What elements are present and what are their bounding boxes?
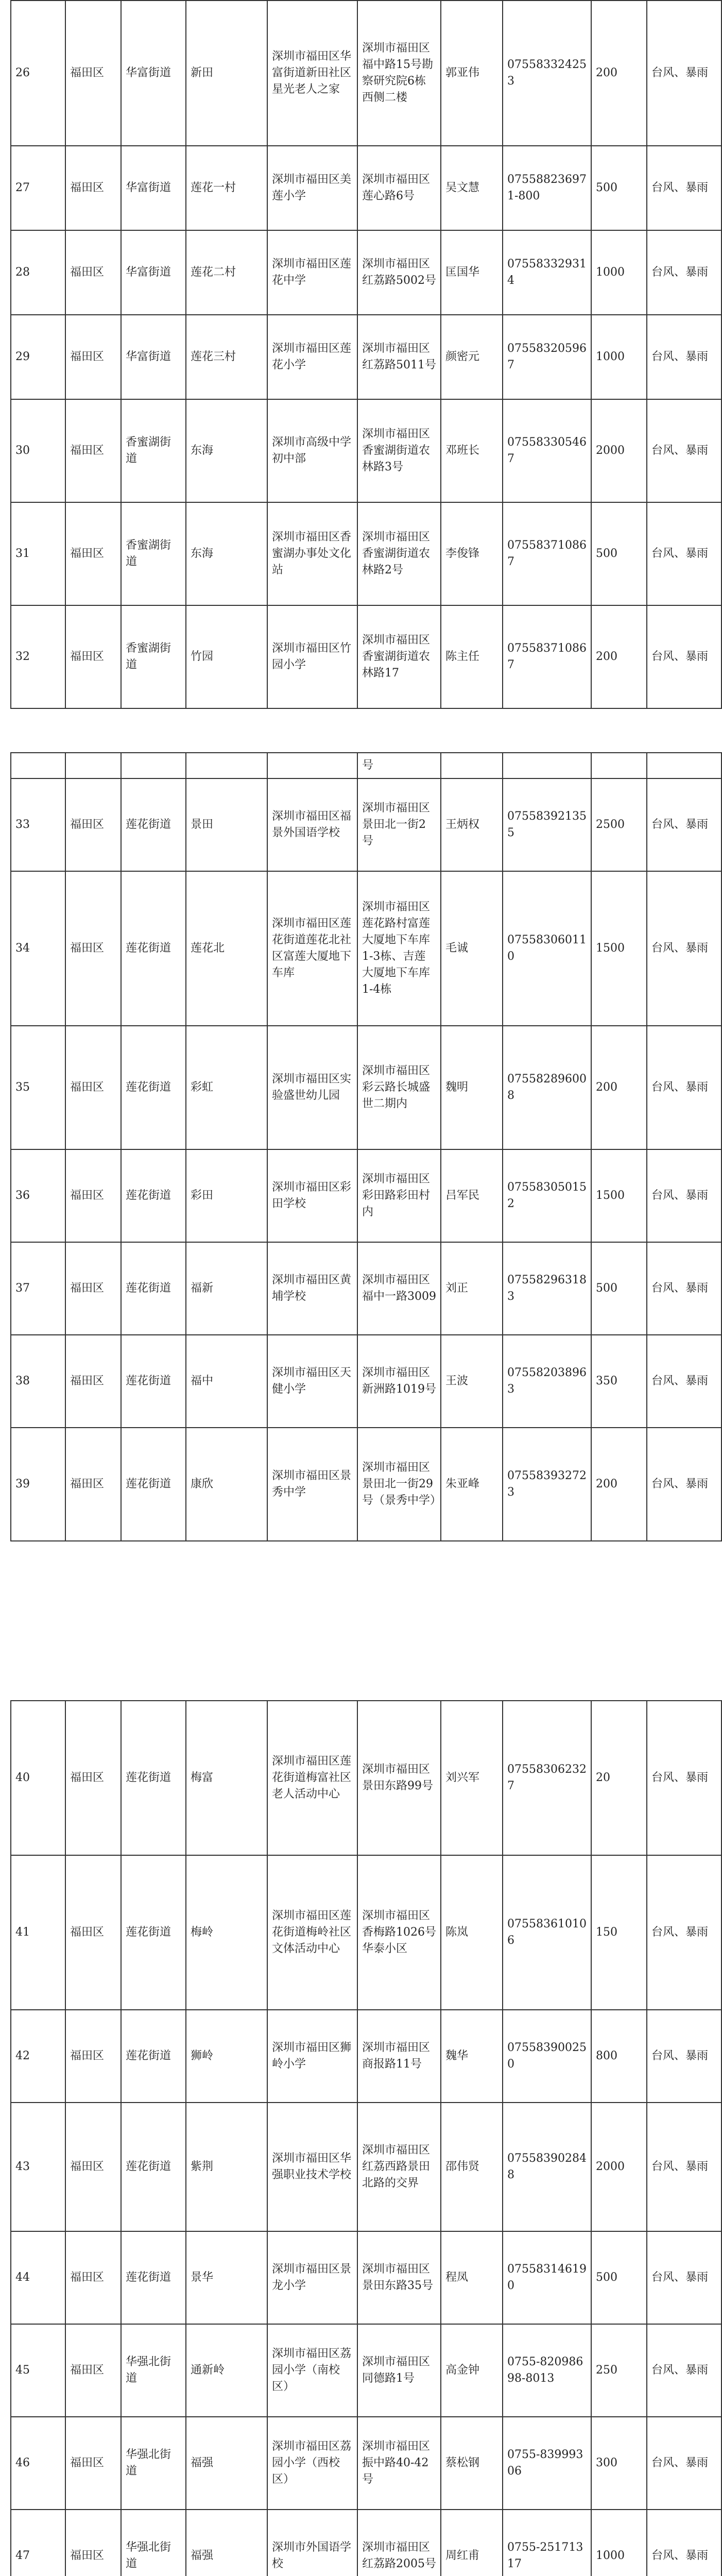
cell-street: 莲花街道 [121,2103,186,2231]
cell-site: 深圳市福田区莲花中学 [267,230,357,315]
cell-contact: 魏明 [441,1026,503,1149]
cell-address: 深圳市福田区同德路1号 [357,2324,441,2417]
cell-address: 深圳市福田区红荔西路景田北路的交界 [357,2103,441,2231]
cell-street: 莲花街道 [121,2010,186,2103]
cell-community: 紫荆 [186,2103,267,2231]
cell-street: 莲花街道 [121,1242,186,1335]
cell-contact: 李俊锋 [441,502,503,605]
table-row [11,2010,721,2103]
table-row [11,2103,721,2231]
cell-contact: 程凤 [441,2231,503,2324]
cell-no: 32 [11,605,65,708]
cell-capacity: 250 [591,2324,647,2417]
cell-address: 深圳市福田区景田东路35号 [357,2231,441,2324]
cell-street: 华强北街道 [121,2510,186,2576]
table-row [11,399,721,502]
cell-address: 深圳市福田区红荔路5011号 [357,315,441,399]
cell-community: 梅岭 [186,1855,267,2010]
cell-community: 福强 [186,2417,267,2510]
cell-site: 深圳市福田区莲花街道梅富社区老人活动中心 [267,1701,357,1855]
cell-disaster: 台风、暴雨 [647,1242,721,1335]
cell-capacity: 200 [591,605,647,708]
table-row [11,2417,721,2510]
table-row [11,146,721,230]
table-row [11,753,721,778]
cell-no: 34 [11,871,65,1026]
table-row [11,1026,721,1149]
cell-district: 福田区 [65,1242,121,1335]
cell-phone: 075583060110 [503,871,591,1026]
cell-district: 福田区 [65,2417,121,2510]
cell-capacity: 1000 [591,2510,647,2576]
table-row [11,1855,721,2010]
cell-capacity: 2000 [591,399,647,502]
cell-address: 深圳市福田区香梅路1026号华泰小区 [357,1855,441,2010]
cell-district: 福田区 [65,502,121,605]
cell-district: 福田区 [65,2010,121,2103]
cell-disaster: 台风、暴雨 [647,1026,721,1149]
cell-street: 华富街道 [121,230,186,315]
cell-address: 深圳市福田区福中一路3009 [357,1242,441,1335]
cell-district: 福田区 [65,2510,121,2576]
cell-street: 莲花街道 [121,1026,186,1149]
cell-phone: 075583305467 [503,399,591,502]
cell-street: 华强北街道 [121,2324,186,2417]
cell-phone: 075583062327 [503,1701,591,1855]
cell-no: 43 [11,2103,65,2231]
cell-community: 福新 [186,1242,267,1335]
cell-disaster: 台风、暴雨 [647,605,721,708]
cell-disaster: 台风、暴雨 [647,2231,721,2324]
cell-district: 福田区 [65,1428,121,1541]
table-row [11,1149,721,1242]
cell-phone: 075583610106 [503,1855,591,2010]
cell-phone: 075583329314 [503,230,591,315]
cell-site: 深圳市福田区美莲小学 [267,146,357,230]
cell-site: 深圳市福田区莲花小学 [267,315,357,399]
cell-site: 深圳市福田区荔园小学（南校区） [267,2324,357,2417]
shelter-table-page-3 [10,1700,722,2576]
cell-district: 福田区 [65,1026,121,1149]
cell-community: 康欣 [186,1428,267,1541]
cell-disaster: 台风、暴雨 [647,1855,721,2010]
cell-site: 深圳市福田区竹园小学 [267,605,357,708]
cell-street: 莲花街道 [121,1335,186,1428]
cell-capacity: 800 [591,2010,647,2103]
cell-street [121,753,186,778]
cell-street: 莲花街道 [121,778,186,871]
cell-phone: 075583900250 [503,2010,591,2103]
cell-contact: 蔡松钢 [441,2417,503,2510]
cell-phone: 075582896008 [503,1026,591,1149]
cell-contact: 魏华 [441,2010,503,2103]
cell-district: 福田区 [65,2103,121,2231]
table-row [11,1701,721,1855]
table-row [11,1335,721,1428]
cell-no: 44 [11,2231,65,2324]
cell-disaster: 台风、暴雨 [647,230,721,315]
cell-phone: 075583902848 [503,2103,591,2231]
cell-district: 福田区 [65,146,121,230]
cell-community: 福中 [186,1335,267,1428]
cell-street: 莲花街道 [121,1428,186,1541]
cell-district: 福田区 [65,1855,121,2010]
cell-site: 深圳市福田区华富街道新田社区星光老人之家 [267,1,357,146]
cell-no: 36 [11,1149,65,1242]
cell-district: 福田区 [65,1149,121,1242]
cell-no: 30 [11,399,65,502]
cell-district: 福田区 [65,778,121,871]
cell-disaster: 台风、暴雨 [647,1149,721,1242]
cell-community: 莲花二村 [186,230,267,315]
cell-no: 39 [11,1428,65,1541]
cell-address: 深圳市福田区振中路40-42号 [357,2417,441,2510]
table-row [11,1,721,146]
cell-address: 深圳市福田区红荔路2005号 [357,2510,441,2576]
cell-no: 41 [11,1855,65,2010]
cell-address: 深圳市福田区商报路11号 [357,2010,441,2103]
cell-no: 38 [11,1335,65,1428]
cell-disaster: 台风、暴雨 [647,1,721,146]
cell-street: 莲花街道 [121,871,186,1026]
table-row [11,502,721,605]
cell-address: 深圳市福田区彩田路彩田村内 [357,1149,441,1242]
cell-no [11,753,65,778]
cell-contact: 郭亚伟 [441,1,503,146]
cell-capacity: 500 [591,146,647,230]
cell-contact: 邓班长 [441,399,503,502]
cell-phone: 0755-25171317 [503,2510,591,2576]
cell-district: 福田区 [65,2324,121,2417]
cell-phone: 0755-82098698-8013 [503,2324,591,2417]
cell-capacity: 350 [591,1335,647,1428]
cell-community: 景田 [186,778,267,871]
cell-phone: 075588236971-800 [503,146,591,230]
cell-site: 深圳市福田区彩田学校 [267,1149,357,1242]
cell-district: 福田区 [65,1701,121,1855]
cell-contact: 刘兴军 [441,1701,503,1855]
cell-capacity: 1000 [591,315,647,399]
cell-address: 深圳市福田区香蜜湖街道农林路3号 [357,399,441,502]
cell-street: 莲花街道 [121,1855,186,2010]
cell-site: 深圳市福田区莲花街道莲花北社区富莲大厦地下车库 [267,871,357,1026]
cell-disaster: 台风、暴雨 [647,2324,721,2417]
cell-capacity: 300 [591,2417,647,2510]
cell-district: 福田区 [65,230,121,315]
cell-capacity: 200 [591,1026,647,1149]
cell-address: 深圳市福田区莲花路村富莲大厦地下车库1-3栋、吉莲大厦地下车库1-4栋 [357,871,441,1026]
cell-disaster: 台风、暴雨 [647,778,721,871]
cell-street: 华强北街道 [121,2417,186,2510]
cell-contact: 邵伟贤 [441,2103,503,2231]
cell-contact: 王炳权 [441,778,503,871]
cell-disaster: 台风、暴雨 [647,2510,721,2576]
cell-capacity: 150 [591,1855,647,2010]
cell-no: 37 [11,1242,65,1335]
cell-capacity: 200 [591,1,647,146]
cell-address: 深圳市福田区红荔路5002号 [357,230,441,315]
cell-no: 31 [11,502,65,605]
cell-community: 莲花三村 [186,315,267,399]
cell-phone: 075583146190 [503,2231,591,2324]
cell-contact: 陈岚 [441,1855,503,2010]
cell-capacity: 2500 [591,778,647,871]
cell-phone: 075583205967 [503,315,591,399]
cell-street: 华富街道 [121,315,186,399]
cell-phone [503,753,591,778]
cell-street: 香蜜湖街道 [121,605,186,708]
cell-community: 景华 [186,2231,267,2324]
cell-community: 彩虹 [186,1026,267,1149]
table-row [11,605,721,708]
cell-contact: 周红甫 [441,2510,503,2576]
cell-no: 26 [11,1,65,146]
cell-community: 狮岭 [186,2010,267,2103]
cell-district: 福田区 [65,871,121,1026]
cell-contact: 吕军民 [441,1149,503,1242]
cell-capacity: 500 [591,2231,647,2324]
cell-capacity: 500 [591,1242,647,1335]
cell-street: 莲花街道 [121,2231,186,2324]
cell-disaster: 台风、暴雨 [647,2010,721,2103]
cell-phone: 075583050152 [503,1149,591,1242]
cell-district: 福田区 [65,1,121,146]
cell-disaster: 台风、暴雨 [647,502,721,605]
cell-capacity [591,753,647,778]
cell-no: 27 [11,146,65,230]
cell-disaster: 台风、暴雨 [647,871,721,1026]
cell-no: 29 [11,315,65,399]
cell-district: 福田区 [65,605,121,708]
cell-capacity: 1000 [591,230,647,315]
cell-phone: 075583932723 [503,1428,591,1541]
cell-address: 深圳市福田区福中路15号勘察研究院6栋西侧二楼 [357,1,441,146]
cell-no: 42 [11,2010,65,2103]
cell-street: 香蜜湖街道 [121,399,186,502]
cell-no: 33 [11,778,65,871]
cell-capacity: 200 [591,1428,647,1541]
cell-district: 福田区 [65,2231,121,2324]
cell-address: 号 [357,753,441,778]
cell-disaster: 台风、暴雨 [647,1701,721,1855]
cell-community: 东海 [186,502,267,605]
table-row [11,778,721,871]
cell-phone: 075582038963 [503,1335,591,1428]
cell-disaster: 台风、暴雨 [647,1335,721,1428]
cell-site: 深圳市福田区景秀中学 [267,1428,357,1541]
cell-site: 深圳市福田区香蜜湖办事处文化站 [267,502,357,605]
cell-contact: 朱亚峰 [441,1428,503,1541]
cell-contact: 陈主任 [441,605,503,708]
cell-community [186,753,267,778]
cell-street: 华富街道 [121,1,186,146]
cell-capacity: 1500 [591,1149,647,1242]
cell-contact: 毛诚 [441,871,503,1026]
cell-site: 深圳市福田区华强职业技术学校 [267,2103,357,2231]
cell-address: 深圳市福田区香蜜湖街道农林路17 [357,605,441,708]
cell-community: 梅富 [186,1701,267,1855]
cell-phone: 075583710867 [503,605,591,708]
shelter-table-page-1 [10,0,722,709]
table-row [11,230,721,315]
cell-site: 深圳市福田区实验盛世幼儿园 [267,1026,357,1149]
cell-contact [441,753,503,778]
cell-street: 华富街道 [121,146,186,230]
cell-no: 35 [11,1026,65,1149]
cell-no: 40 [11,1701,65,1855]
cell-community: 福强 [186,2510,267,2576]
cell-site: 深圳市福田区景龙小学 [267,2231,357,2324]
cell-capacity: 500 [591,502,647,605]
cell-disaster: 台风、暴雨 [647,315,721,399]
cell-community: 东海 [186,399,267,502]
cell-community: 新田 [186,1,267,146]
cell-phone: 075583324253 [503,1,591,146]
cell-disaster: 台风、暴雨 [647,146,721,230]
cell-district: 福田区 [65,399,121,502]
cell-contact: 吴文慧 [441,146,503,230]
table-row [11,1428,721,1541]
cell-no: 45 [11,2324,65,2417]
table-row [11,2231,721,2324]
cell-address: 深圳市福田区景田东路99号 [357,1701,441,1855]
cell-address: 深圳市福田区香蜜湖街道农林路2号 [357,502,441,605]
table-row [11,315,721,399]
cell-community: 通新岭 [186,2324,267,2417]
cell-site: 深圳市高级中学初中部 [267,399,357,502]
cell-contact: 颜密元 [441,315,503,399]
cell-site: 深圳市福田区狮岭小学 [267,2010,357,2103]
shelter-table-page-2 [10,752,722,1541]
cell-site: 深圳市福田区莲花街道梅岭社区文体活动中心 [267,1855,357,2010]
cell-street: 香蜜湖街道 [121,502,186,605]
cell-contact: 刘正 [441,1242,503,1335]
cell-site: 深圳市福田区福景外国语学校 [267,778,357,871]
cell-site: 深圳市福田区天健小学 [267,1335,357,1428]
cell-site: 深圳市外国语学校 [267,2510,357,2576]
cell-address: 深圳市福田区景田北一街2号 [357,778,441,871]
cell-no: 47 [11,2510,65,2576]
cell-district [65,753,121,778]
cell-community: 莲花北 [186,871,267,1026]
cell-no: 46 [11,2417,65,2510]
cell-disaster: 台风、暴雨 [647,399,721,502]
table-row [11,2510,721,2576]
cell-contact: 王波 [441,1335,503,1428]
cell-disaster: 台风、暴雨 [647,1428,721,1541]
cell-disaster [647,753,721,778]
cell-community: 竹园 [186,605,267,708]
cell-phone: 075583710867 [503,502,591,605]
cell-contact: 高金钟 [441,2324,503,2417]
cell-capacity: 1500 [591,871,647,1026]
cell-address: 深圳市福田区景田北一街29号（景秀中学） [357,1428,441,1541]
table-row [11,1242,721,1335]
cell-disaster: 台风、暴雨 [647,2417,721,2510]
cell-street: 莲花街道 [121,1701,186,1855]
cell-district: 福田区 [65,1335,121,1428]
cell-street: 莲花街道 [121,1149,186,1242]
cell-site: 深圳市福田区荔园小学（西校区） [267,2417,357,2510]
cell-disaster: 台风、暴雨 [647,2103,721,2231]
cell-address: 深圳市福田区莲心路6号 [357,146,441,230]
cell-site [267,753,357,778]
cell-capacity: 2000 [591,2103,647,2231]
table-row [11,2324,721,2417]
cell-district: 福田区 [65,315,121,399]
cell-capacity: 20 [591,1701,647,1855]
cell-site: 深圳市福田区黄埔学校 [267,1242,357,1335]
cell-community: 莲花一村 [186,146,267,230]
cell-phone: 0755-83999306 [503,2417,591,2510]
cell-address: 深圳市福田区彩云路长城盛世二期内 [357,1026,441,1149]
cell-phone: 075583921355 [503,778,591,871]
table-row [11,871,721,1026]
cell-contact: 匡国华 [441,230,503,315]
cell-community: 彩田 [186,1149,267,1242]
cell-address: 深圳市福田区新洲路1019号 [357,1335,441,1428]
cell-no: 28 [11,230,65,315]
cell-phone: 075582963183 [503,1242,591,1335]
